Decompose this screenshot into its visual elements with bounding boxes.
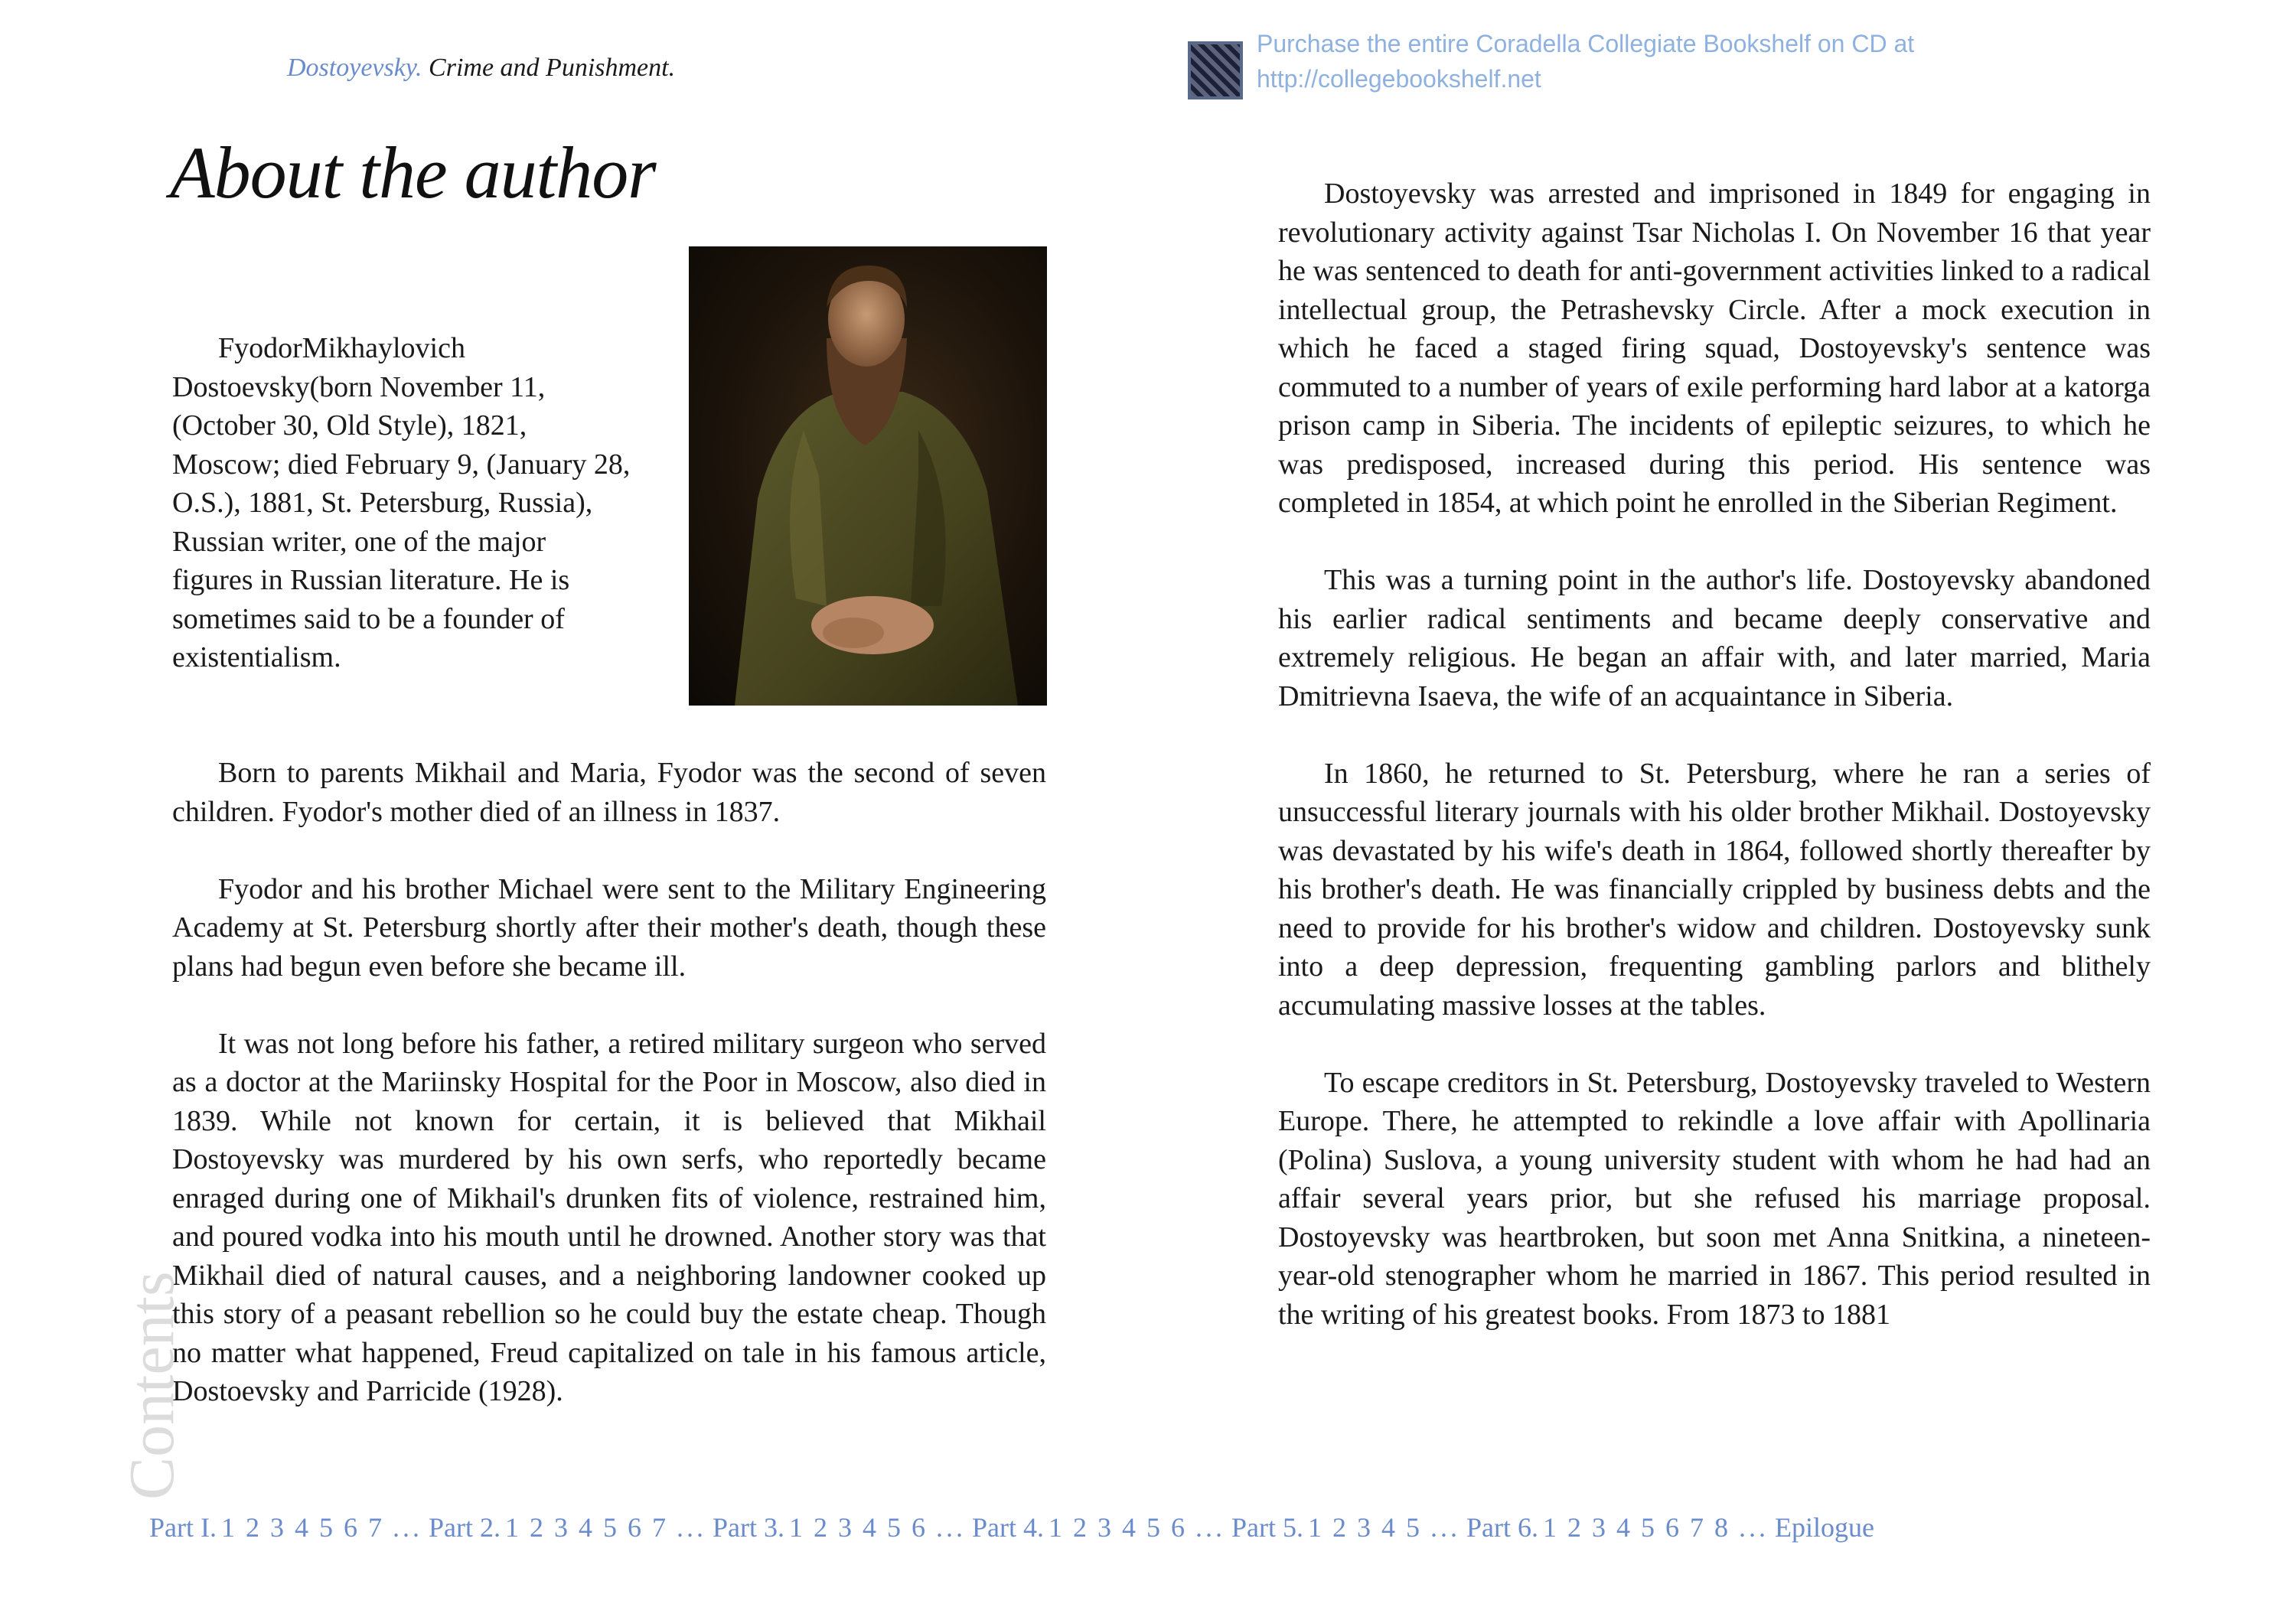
nav-part-link[interactable]: Part 4.	[971, 1512, 1044, 1543]
nav-separator: ...	[1195, 1512, 1225, 1543]
nav-chapter-link[interactable]: 2	[813, 1512, 827, 1543]
nav-part-link[interactable]: Part 3.	[712, 1512, 784, 1543]
nav-separator: ...	[392, 1512, 422, 1543]
nav-chapter-link[interactable]: 7	[651, 1512, 666, 1543]
nav-chapter-link[interactable]: 7	[1689, 1512, 1704, 1543]
right-column	[1278, 174, 2151, 1373]
nav-chapter-link[interactable]: 1	[220, 1512, 235, 1543]
promo-banner	[1188, 26, 2030, 99]
nav-chapter-link[interactable]: 1	[504, 1512, 519, 1543]
nav-chapter-link[interactable]: 6	[343, 1512, 357, 1543]
right-paragraph-1: Dostoyevsky was arrested and imprisoned in 1849 for engaging in revolutionary activity against Tsar Nicholas I. On November 16 that year he was sentenced to death for anti-government activities linked to a radical intellectual group, the Petrashevsky Circle. After a mock execution in which he faced a staged firing squad, Dostoyevsky's sentence was commuted to a number of years of exile performing hard labor at a katorga prison camp in Siberia. The incidents of epileptic seizures, to which he was predisposed, increased during this period. His sentence was completed in 1854, at which point he enrolled in the Siberian Regiment.	[1278, 178, 2151, 519]
left-paragraph-3: It was not long before his father, a retired military surgeon who served as a doctor at the Mariinsky Hospital for the Poor in Moscow, also died in 1839. While not known for certain, it is believed that Mikhail Dostoyevsky was murdered by his own serfs, who reportedly became enraged during one of Mikhail's drunken fits of violence, restrained him, and poured vodka into his mouth until he drowned. Another story was that Mikhail died of natural causes, and a neighboring landowner cooked up this story of a peasant rebellion so he could buy the estate cheap. Though no matter what happened, Freud capitalized on tale in his famous article, Dostoevsky and Parricide (1928).	[172, 1027, 1046, 1407]
running-head	[287, 54, 675, 83]
chapter-navigation	[149, 1511, 2170, 1543]
nav-chapter-link[interactable]: 3	[269, 1512, 284, 1543]
nav-chapter-link[interactable]: 7	[367, 1512, 382, 1543]
right-paragraph-3: In 1860, he returned to St. Petersburg, where he ran a series of unsuccessful literary journals with his older brother Mikhail. Dostoyevsky was devastated by his wife's death in 1864, followed shortly thereafter by his brother's death. He was financially crippled by business debts and the need to provide for his brother's widow and children. Dostoyevsky sunk into a deep depression, frequenting gambling parlors and blithely accumulating massive losses at the tables.	[1278, 757, 2151, 1022]
nav-chapter-link[interactable]: 4	[1121, 1512, 1136, 1543]
nav-separator: ...	[676, 1512, 706, 1543]
nav-part-link[interactable]: Part I.	[149, 1512, 217, 1543]
running-head-author[interactable]: Dostoyevsky.	[287, 54, 422, 82]
nav-chapter-link[interactable]: 2	[1332, 1512, 1346, 1543]
author-portrait	[689, 246, 1047, 706]
nav-separator: ...	[1738, 1512, 1769, 1543]
nav-chapter-link[interactable]: 5	[886, 1512, 901, 1543]
nav-chapter-link[interactable]: 6	[1665, 1512, 1679, 1543]
nav-chapter-link[interactable]: 5	[318, 1512, 333, 1543]
nav-separator: ...	[935, 1512, 966, 1543]
intro-paragraph: FyodorMikhaylovich Dostoevsky(born November 11, (October 30, Old Style), 1821, Moscow; died February 9, (January 28, O.S.), 1881, St. Petersburg, Russia), Russian writer, one of the major figures in Russian literature. He is sometimes said to be a founder of existentialism.	[172, 332, 631, 673]
nav-chapter-link[interactable]: 1	[1307, 1512, 1322, 1543]
nav-part-link[interactable]: Part 6.	[1466, 1512, 1538, 1543]
nav-chapter-link[interactable]: 8	[1714, 1512, 1728, 1543]
nav-part-link[interactable]: Part 5.	[1231, 1512, 1303, 1543]
nav-chapter-link[interactable]: 6	[627, 1512, 641, 1543]
nav-chapter-link[interactable]: 5	[602, 1512, 617, 1543]
nav-chapter-link[interactable]: 3	[553, 1512, 568, 1543]
nav-chapter-link[interactable]: 4	[578, 1512, 592, 1543]
right-paragraph-4: To escape creditors in St. Petersburg, Dostoyevsky traveled to Western Europe. There, he attempted to rekindle a love affair with Apollinaria (Polina) Suslova, a young university student with whom he had had an affair several years prior, but she refused his marriage proposal. Dostoyevsky was heartbroken, but soon met Anna Snitkina, a nineteen-year-old stenographer whom he married in 1867. This period resulted in the writing of his greatest books. From 1873 to 1881	[1278, 1066, 2151, 1331]
running-head-title: Crime and Punishment.	[429, 54, 676, 82]
nav-chapter-link[interactable]: 3	[837, 1512, 852, 1543]
contents-link[interactable]: Contents	[116, 1271, 188, 1500]
left-column	[172, 754, 1046, 1449]
nav-chapter-link[interactable]: 5	[1640, 1512, 1655, 1543]
nav-separator: ...	[1430, 1512, 1460, 1543]
nav-chapter-link[interactable]: 1	[1542, 1512, 1557, 1543]
nav-chapter-link[interactable]: 1	[1048, 1512, 1062, 1543]
nav-chapter-link[interactable]: 3	[1356, 1512, 1371, 1543]
nav-chapter-link[interactable]: 3	[1591, 1512, 1606, 1543]
nav-chapter-link[interactable]: 3	[1097, 1512, 1111, 1543]
nav-epilogue-link[interactable]: Epilogue	[1774, 1512, 1874, 1543]
qr-code-icon[interactable]	[1188, 41, 1243, 99]
right-paragraph-2: This was a turning point in the author's life. Dostoyevsky abandoned his earlier radical sentiments and became deeply conservative and extremely religious. He began an affair with, and later married, Maria Dmitrievna Isaeva, the wife of an acquaintance in Siberia.	[1278, 564, 2151, 712]
left-paragraph-1: Born to parents Mikhail and Maria, Fyodor was the second of seven children. Fyodor's mother died of an illness in 1837.	[172, 757, 1046, 828]
left-paragraph-2: Fyodor and his brother Michael were sent to the Military Engineering Academy at St. Petersburg shortly after their mother's death, though these plans had begun even before she became ill.	[172, 872, 1046, 983]
nav-chapter-link[interactable]: 4	[1381, 1512, 1395, 1543]
page-title: About the author	[170, 132, 656, 214]
nav-chapter-link[interactable]: 5	[1146, 1512, 1160, 1543]
nav-chapter-link[interactable]: 4	[294, 1512, 308, 1543]
nav-part-link[interactable]: Part 2.	[428, 1512, 501, 1543]
nav-chapter-link[interactable]: 4	[1616, 1512, 1630, 1543]
intro-column	[172, 329, 631, 677]
promo-text[interactable]: Purchase the entire Coradella Collegiate Bookshelf on CD at	[1257, 30, 1915, 57]
nav-chapter-link[interactable]: 2	[245, 1512, 259, 1543]
nav-chapter-link[interactable]: 6	[911, 1512, 925, 1543]
promo-link[interactable]: http://collegebookshelf.net	[1257, 65, 1541, 93]
nav-chapter-link[interactable]: 2	[1072, 1512, 1087, 1543]
nav-chapter-link[interactable]: 1	[788, 1512, 803, 1543]
nav-chapter-link[interactable]: 2	[529, 1512, 543, 1543]
portrait-illustration	[689, 246, 1047, 706]
nav-chapter-link[interactable]: 5	[1405, 1512, 1420, 1543]
nav-chapter-link[interactable]: 4	[862, 1512, 876, 1543]
nav-chapter-link[interactable]: 2	[1567, 1512, 1581, 1543]
nav-chapter-link[interactable]: 6	[1170, 1512, 1185, 1543]
